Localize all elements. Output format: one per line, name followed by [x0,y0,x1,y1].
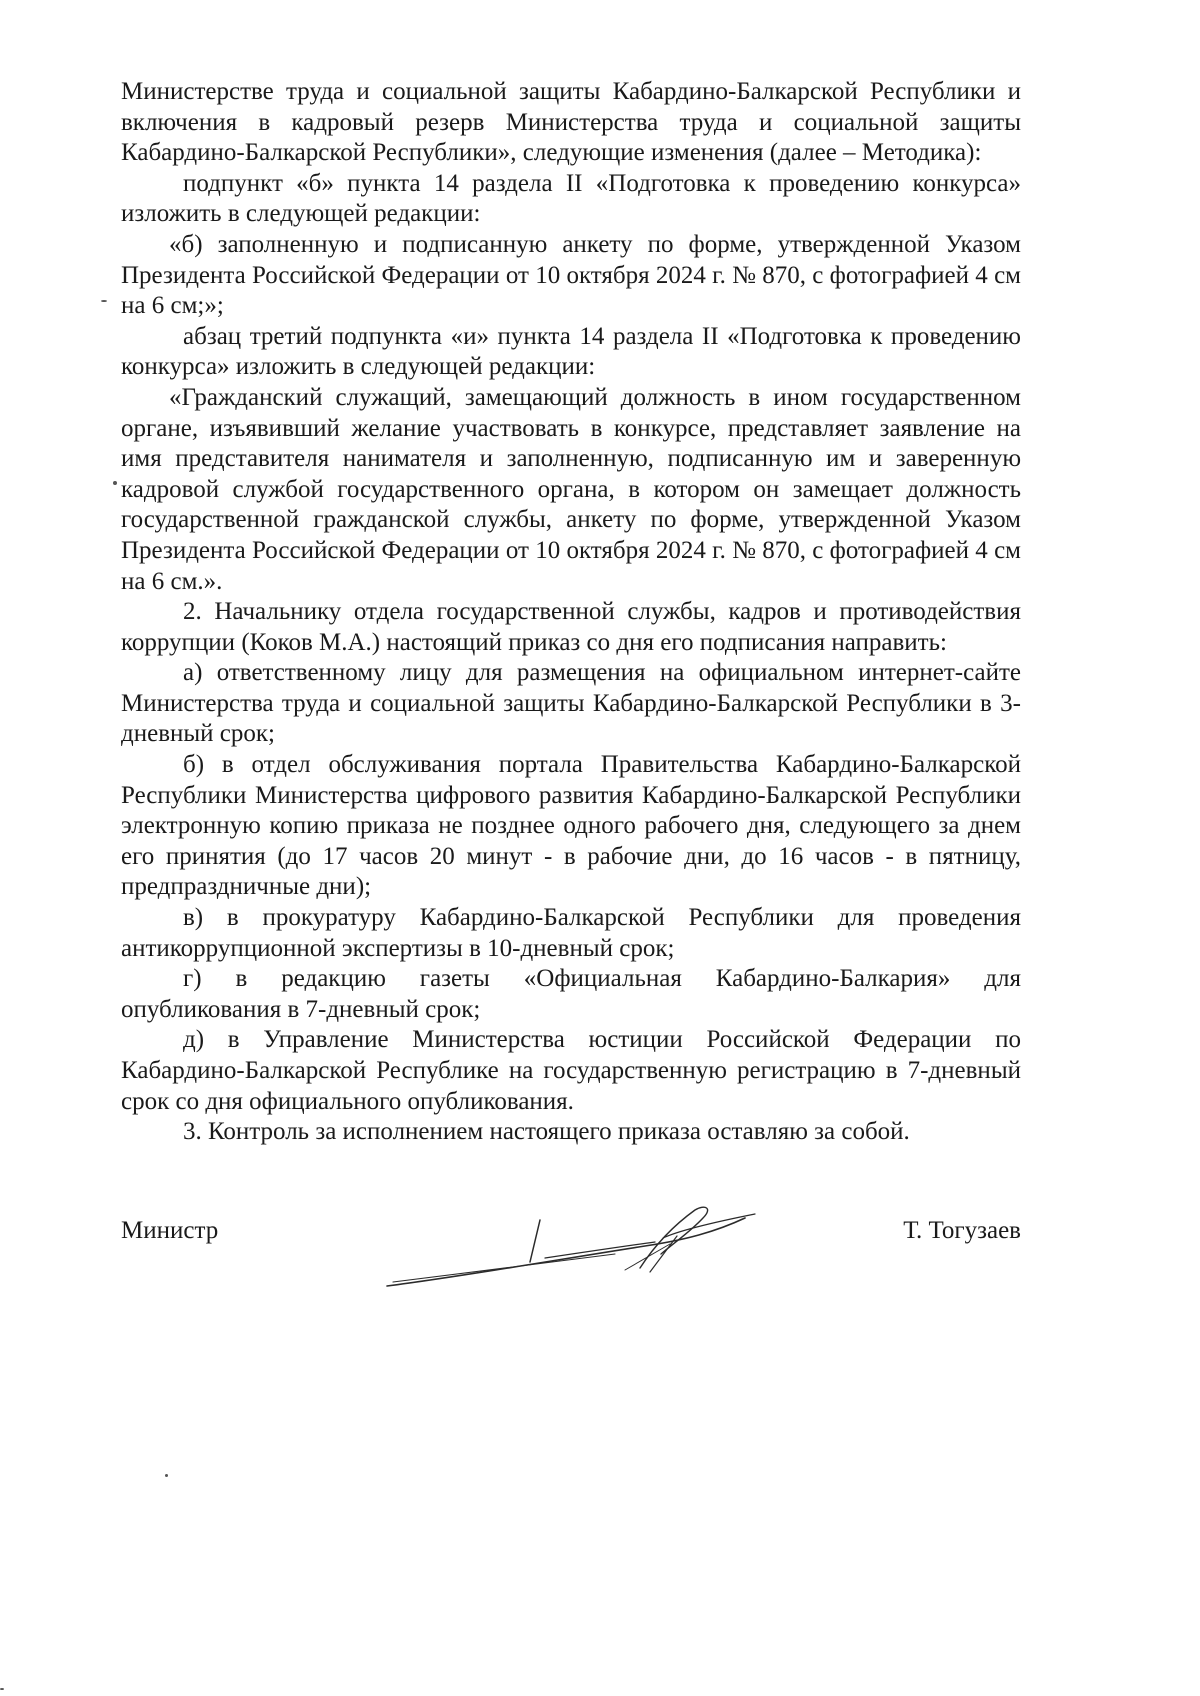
scan-speck [101,300,107,302]
scan-speck [113,481,117,485]
paragraph-subitem-i-text: «Гражданский служащий, замещающий должность в ином государственном органе, изъявивший желание участвовать в конкурсе, представляет заявление на имя представителя нанимателя и заполненную, подписанную им и заверенную кадровой службой государственного органа, в котором он замещает должность государственной гражданской службы, анкету по форме, утвержденной Указом Президента Российской Федерации от 10 октября 2024 г. № 870, с фотографией 4 см на 6 см.». [121,383,1021,595]
paragraph-item-2a: а) ответственному лицу для размещения на официальном интернет-сайте Министерства труда и социальной защиты Кабардино-Балкарской Республики в 3-дневный срок; [121,659,1021,748]
paragraph-subitem-b-heading: подпункт «б» пункта 14 раздела II «Подготовка к проведению конкурса» изложить в следующей редакции: [121,169,1021,228]
signatory-name: Т. Тогузаев [903,1217,1021,1244]
paragraph-subitem-b-text: «б) заполненную и подписанную анкету по форме, утвержденной Указом Президента Российской Федерации от 10 октября 2024 г. № 870, с фотографией 4 см на 6 см;»; [121,230,1021,320]
paragraph-item-2b: б) в отдел обслуживания портала Правительства Кабардино-Балкарской Республики Министерства цифрового развития Кабардино-Балкарской Республики электронную копию приказа не позднее одного рабочего дня, следующего за днем его принятия (до 17 часов 20 минут - в рабочие дни, до 16 часов - в пятницу, предпраздничные дни); [121,751,1021,901]
paragraph-item-3: 3. Контроль за исполнением настоящего приказа оставляю за собой. [183,1118,910,1146]
paragraph-intro-continuation: Министерстве труда и социальной защиты Кабардино-Балкарской Республики и включения в кадровый резерв Министерства труда и социальной защиты Кабардино-Балкарской Республики», следующие изменения (далее – Методика): [121,78,1021,167]
paragraph-item-2v: в) в прокуратуру Кабардино-Балкарской Республики для проведения антикоррупционной экспертизы в 10-дневный срок; [121,904,1021,962]
paragraph-item-2g: г) в редакцию газеты «Официальная Кабардино-Балкария» для опубликования в 7-дневный срок; [121,965,1021,1023]
document-body [121,77,1021,1148]
scan-speck [0,1688,4,1690]
paragraph-item-2d: д) в Управление Министерства юстиции Российской Федерации по Кабардино-Балкарской Республике на государственную регистрацию в 7-дневный срок со дня официального опубликования. [121,1026,1021,1115]
scan-speck [165,1474,168,1477]
paragraph-item-2: 2. Начальнику отдела государственной службы, кадров и противодействия коррупции (Коков М.А.) настоящий приказ со дня его подписания направить: [121,598,1021,656]
handwritten-signature-icon [385,1198,765,1298]
paragraph-subitem-i-heading: абзац третий подпункта «и» пункта 14 раздела II «Подготовка к проведению конкурса» изложить в следующей редакции: [121,322,1021,381]
signatory-title: Министр [121,1217,219,1244]
